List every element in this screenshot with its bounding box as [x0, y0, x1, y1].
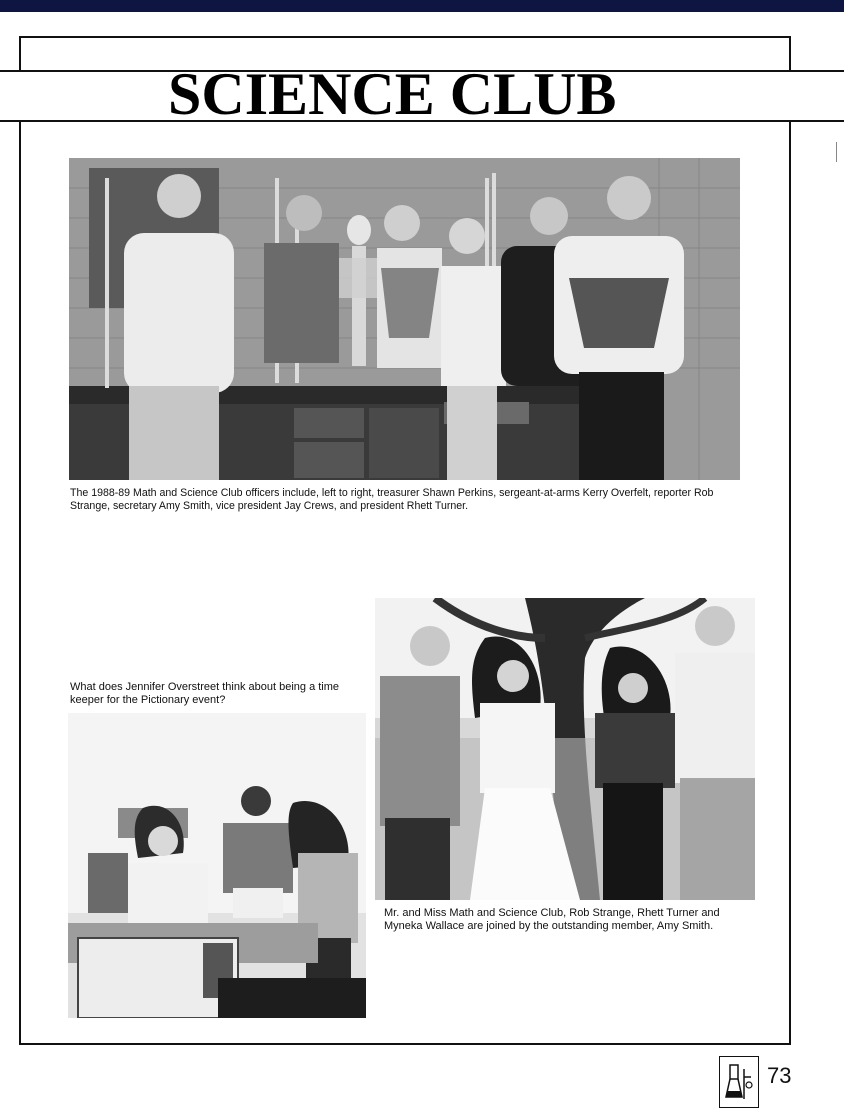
- edge-mark: [836, 142, 837, 162]
- top-edge-band: [0, 0, 844, 12]
- pictionary-photo: [68, 713, 366, 1018]
- mr-miss-caption: Mr. and Miss Math and Science Club, Rob Strange, Rhett Turner and Myneka Wallace are joined by the outstanding member, Amy Smith.: [384, 907, 720, 932]
- mr-miss-photo: [375, 598, 755, 900]
- officers-caption: The 1988-89 Math and Science Club officers include, left to right, treasurer Shawn Perkins, sergeant-at-arms Kerry Overfelt, reporter Rob Strange, secretary Amy Smith, vice president Jay Crews, and president Rhett Turner.: [70, 487, 714, 512]
- page-title: SCIENCE CLUB: [168, 61, 617, 127]
- officers-photo: [69, 158, 740, 480]
- page-number: 73: [767, 1063, 792, 1088]
- pictionary-caption: What does Jennifer Overstreet think about being a time keeper for the Pictionary event?: [70, 681, 340, 706]
- page-corner-box: [719, 1056, 759, 1108]
- lab-flask-icon: [724, 1063, 754, 1103]
